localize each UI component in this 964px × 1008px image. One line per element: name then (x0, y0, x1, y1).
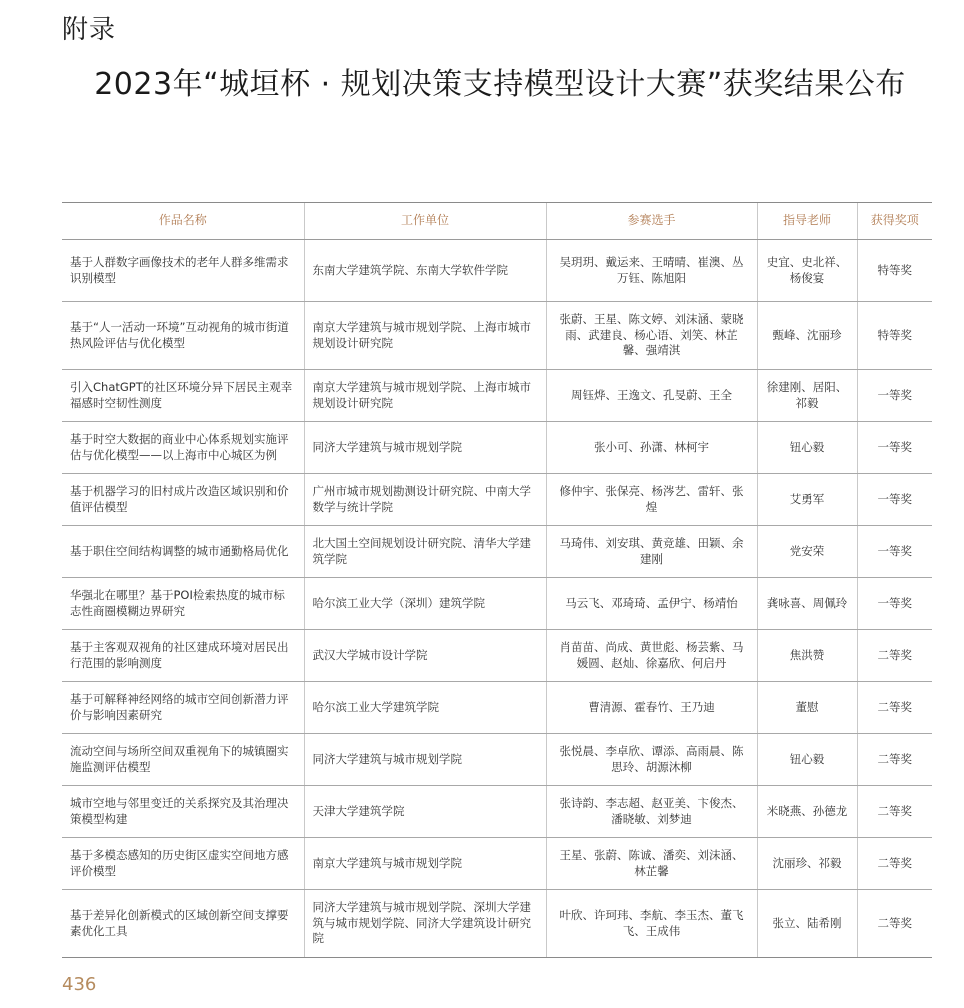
participants-cell: 张小可、孙潇、林柯宇 (546, 422, 757, 474)
column-header-organization: 工作单位 (304, 203, 546, 240)
work-name-cell: 流动空间与场所空间双重视角下的城镇圈实施监测评估模型 (62, 734, 304, 786)
participants-cell: 周钰烨、王逸文、孔旻蔚、王全 (546, 370, 757, 422)
advisor-cell: 甄峰、沈丽珍 (757, 302, 857, 370)
section-label: 附录 (62, 15, 117, 45)
table-row (62, 302, 932, 370)
participants-cell: 曹清源、霍春竹、王乃迪 (546, 682, 757, 734)
page-title: 2023年“城垣杯 · 规划决策支持模型设计大赛”获奖结果公布 (94, 67, 906, 102)
participants-cell: 马云飞、邓琦琦、孟伊宁、杨靖怡 (546, 578, 757, 630)
participants-cell: 张蔚、王星、陈文婷、刘沫涵、蒙晓雨、武建良、杨心语、刘笑、林芷馨、强靖淇 (546, 302, 757, 370)
work-name-cell: 基于“人一活动一环境”互动视角的城市街道热风险评估与优化模型 (62, 302, 304, 370)
advisor-cell: 焦洪赞 (757, 630, 857, 682)
award-cell: 一等奖 (857, 526, 932, 578)
table-row (62, 734, 932, 786)
advisor-cell: 史宜、史北祥、杨俊宴 (757, 240, 857, 302)
organization-cell: 武汉大学城市设计学院 (304, 630, 546, 682)
table-row (62, 578, 932, 630)
organization-cell: 同济大学建筑与城市规划学院 (304, 734, 546, 786)
work-name-cell: 基于人群数字画像技术的老年人群多维需求识别模型 (62, 240, 304, 302)
award-cell: 一等奖 (857, 474, 932, 526)
table-header-row (62, 203, 932, 240)
participants-cell: 叶欣、许珂玮、李航、李玉杰、董飞飞、王成伟 (546, 890, 757, 958)
table-row (62, 474, 932, 526)
advisor-cell: 艾勇军 (757, 474, 857, 526)
organization-cell: 北大国土空间规划设计研究院、清华大学建筑学院 (304, 526, 546, 578)
participants-cell: 肖苗苗、尚成、黄世彪、杨芸紫、马媛圆、赵灿、徐嘉欣、何启丹 (546, 630, 757, 682)
work-name-cell: 华强北在哪里？基于POI检索热度的城市标志性商圈模糊边界研究 (62, 578, 304, 630)
organization-cell: 天津大学建筑学院 (304, 786, 546, 838)
participants-cell: 吴玥玥、戴运来、王晴晴、崔澳、丛万钰、陈旭阳 (546, 240, 757, 302)
organization-cell: 哈尔滨工业大学（深圳）建筑学院 (304, 578, 546, 630)
awards-table (62, 202, 932, 958)
advisor-cell: 钮心毅 (757, 734, 857, 786)
table-row (62, 422, 932, 474)
organization-cell: 哈尔滨工业大学建筑学院 (304, 682, 546, 734)
table-row (62, 838, 932, 890)
work-name-cell: 城市空地与邻里变迁的关系探究及其治理决策模型构建 (62, 786, 304, 838)
advisor-cell: 米晓燕、孙德龙 (757, 786, 857, 838)
work-name-cell: 基于多模态感知的历史街区虚实空间地方感评价模型 (62, 838, 304, 890)
award-cell: 二等奖 (857, 890, 932, 958)
column-header-work-name: 作品名称 (62, 203, 304, 240)
table-row (62, 240, 932, 302)
column-header-award: 获得奖项 (857, 203, 932, 240)
advisor-cell: 沈丽珍、祁毅 (757, 838, 857, 890)
award-cell: 二等奖 (857, 682, 932, 734)
organization-cell: 南京大学建筑与城市规划学院 (304, 838, 546, 890)
participants-cell: 张诗韵、李志超、赵亚美、卞俊杰、潘晓敏、刘梦迪 (546, 786, 757, 838)
award-cell: 二等奖 (857, 838, 932, 890)
page-number: 436 (62, 974, 97, 995)
organization-cell: 广州市城市规划勘测设计研究院、中南大学数学与统计学院 (304, 474, 546, 526)
work-name-cell: 基于机器学习的旧村成片改造区域识别和价值评估模型 (62, 474, 304, 526)
advisor-cell: 党安荣 (757, 526, 857, 578)
advisor-cell: 钮心毅 (757, 422, 857, 474)
table-row (62, 526, 932, 578)
organization-cell: 东南大学建筑学院、东南大学软件学院 (304, 240, 546, 302)
participants-cell: 王星、张蔚、陈诚、潘奕、刘沫涵、林芷馨 (546, 838, 757, 890)
work-name-cell: 基于职住空间结构调整的城市通勤格局优化 (62, 526, 304, 578)
organization-cell: 南京大学建筑与城市规划学院、上海市城市规划设计研究院 (304, 302, 546, 370)
work-name-cell: 基于时空大数据的商业中心体系规划实施评估与优化模型——以上海市中心城区为例 (62, 422, 304, 474)
table-row (62, 786, 932, 838)
award-cell: 一等奖 (857, 422, 932, 474)
work-name-cell: 基于可解释神经网络的城市空间创新潜力评价与影响因素研究 (62, 682, 304, 734)
award-cell: 二等奖 (857, 786, 932, 838)
table-row (62, 370, 932, 422)
advisor-cell: 张立、陆希刚 (757, 890, 857, 958)
work-name-cell: 基于主客观双视角的社区建成环境对居民出行范围的影响测度 (62, 630, 304, 682)
award-cell: 一等奖 (857, 370, 932, 422)
table-row (62, 682, 932, 734)
column-header-participants: 参赛选手 (546, 203, 757, 240)
work-name-cell: 基于差异化创新模式的区域创新空间支撑要素优化工具 (62, 890, 304, 958)
award-cell: 特等奖 (857, 302, 932, 370)
award-cell: 特等奖 (857, 240, 932, 302)
award-cell: 二等奖 (857, 734, 932, 786)
table-row (62, 630, 932, 682)
organization-cell: 同济大学建筑与城市规划学院 (304, 422, 546, 474)
organization-cell: 南京大学建筑与城市规划学院、上海市城市规划设计研究院 (304, 370, 546, 422)
table-row (62, 890, 932, 958)
advisor-cell: 董慰 (757, 682, 857, 734)
award-cell: 二等奖 (857, 630, 932, 682)
work-name-cell: 引入ChatGPT的社区环境分异下居民主观幸福感时空韧性测度 (62, 370, 304, 422)
award-cell: 一等奖 (857, 578, 932, 630)
column-header-advisor: 指导老师 (757, 203, 857, 240)
organization-cell: 同济大学建筑与城市规划学院、深圳大学建筑与城市规划学院、同济大学建筑设计研究院 (304, 890, 546, 958)
advisor-cell: 龚咏喜、周佩玲 (757, 578, 857, 630)
participants-cell: 马琦伟、刘安琪、黄竞雄、田颖、余建刚 (546, 526, 757, 578)
advisor-cell: 徐建刚、居阳、祁毅 (757, 370, 857, 422)
participants-cell: 张悦晨、李卓欣、谭添、高雨晨、陈思玲、胡源沐柳 (546, 734, 757, 786)
participants-cell: 修仲宇、张保亮、杨涔艺、雷轩、张煌 (546, 474, 757, 526)
